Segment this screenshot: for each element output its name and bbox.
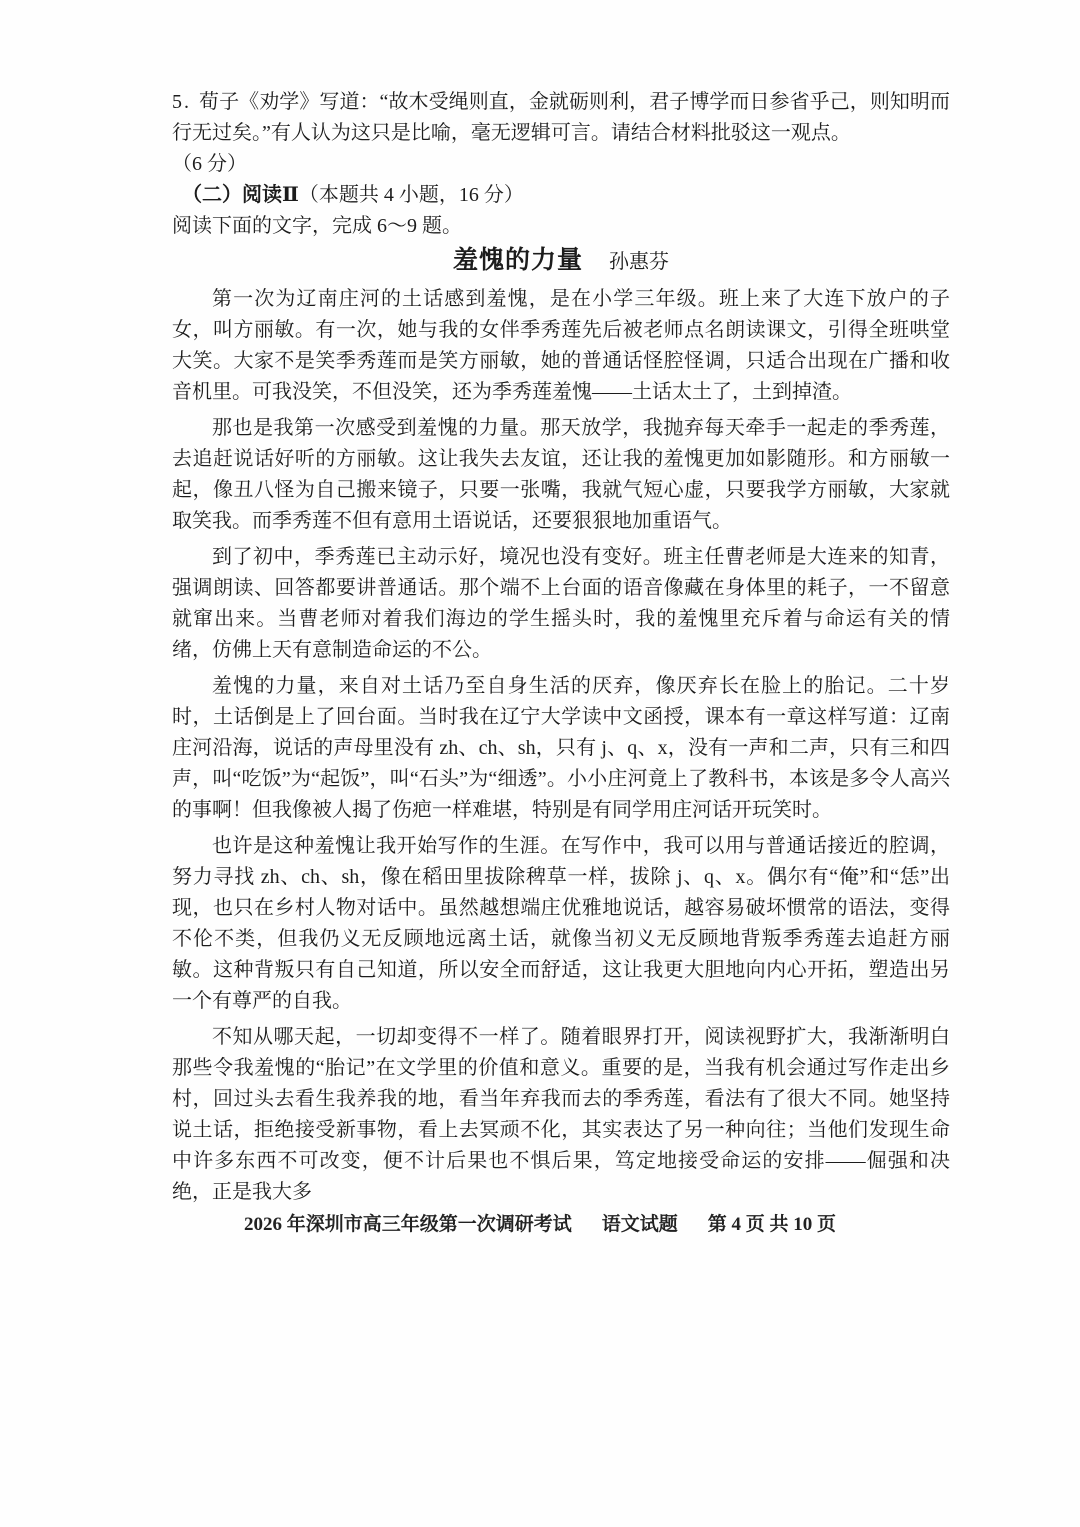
question-5 — [172, 87, 950, 149]
section-heading-title: 阅读Ⅱ — [242, 184, 299, 206]
question-5-number: 5. — [172, 91, 191, 113]
essay-paragraph-4: 羞愧的力量，来自对土话乃至自身生活的厌弃，像厌弃长在脸上的胎记。二十岁时，土话倒是上了回台面。当时我在辽宁大学读中文函授，课本有一章这样写道：辽南庄河沿海，说话的声母里没有 zh、ch、sh，只有 j、q、x，没有一声和二声，只有三和四声，叫“吃饭”为“起饭”，叫“石头”为“细透”。小小庄河竟上了教科书，本该是多令人高兴的事啊！但我像被人揭了伤疤一样难堪，特别是有同学用庄河话开玩笑时。 — [172, 675, 950, 821]
essay-paragraph-2: 那也是我第一次感受到羞愧的力量。那天放学，我抛弃每天牵手一起走的季秀莲，去追赶说话好听的方丽敏。这让我失去友谊，还让我的羞愧更加如影随形。和方丽敏一起，像丑八怪为自己搬来镜子，只要一张嘴，我就气短心虚，只要我学方丽敏，大家就取笑我。而季秀莲不但有意用土语说话，还要狠狠地加重语气。 — [172, 417, 950, 532]
essay-title: 羞愧的力量 — [452, 247, 583, 274]
section-heading-detail: （本题共 4 小题，16 分） — [298, 184, 524, 206]
question-5-text: 荀子《劝学》写道：“故木受绳则直，金就砺则利，君子博学而日参省乎己，则知明而行无过矣。”有人认为这只是比喻，毫无逻辑可言。请结合材料批驳这一观点。 — [172, 91, 950, 144]
essay-paragraph-3: 到了初中，季秀莲已主动示好，境况也没有变好。班主任曹老师是大连来的知青，强调朗读、回答都要讲普通话。那个端不上台面的语音像藏在身体里的耗子，一不留意就窜出来。当曹老师对着我们海边的学生摇头时，我的羞愧里充斥着与命运有关的情绪，仿佛上天有意制造命运的不公。 — [172, 546, 950, 661]
page-content — [172, 87, 950, 1208]
footer-exam-name: 2026 年深圳市高三年级第一次调研考试 — [243, 1214, 572, 1235]
page-footer — [0, 1212, 1080, 1238]
footer-subject: 语文试题 — [601, 1214, 678, 1235]
essay-author: 孙惠芬 — [609, 251, 669, 273]
essay-paragraph-5: 也许是这种羞愧让我开始写作的生涯。在写作中，我可以用与普通话接近的腔调，努力寻找 zh、ch、sh，像在稻田里拔除稗草一样，拔除 j、q、x。偶尔有“俺”和“恁”出现，也只在乡村人物对话中。虽然越想端庄优雅地说话，越容易破坏惯常的语法，变得不伦不类，但我仍义无反顾地远离土话，就像当初义无反顾地背叛季秀莲去追赶方丽敏。这种背叛只有自己知道，所以安全而舒适，这让我更大胆地向内心开拓，塑造出另一个有尊严的自我。 — [172, 835, 950, 1012]
section-instruction: 阅读下面的文字，完成 6～9 题。 — [172, 215, 462, 237]
footer-page-number: 第 4 页 共 10 页 — [707, 1214, 837, 1235]
essay-title-line — [172, 242, 950, 281]
section-heading-prefix: （二） — [182, 184, 242, 206]
essay-paragraph-1: 第一次为辽南庄河的土话感到羞愧，是在小学三年级。班上来了大连下放户的子女，叫方丽敏。有一次，她与我的女伴季秀莲先后被老师点名朗读课文，引得全班哄堂大笑。大家不是笑季秀莲而是笑方丽敏，她的普通话怪腔怪调，只适合出现在广播和收音机里。可我没笑，不但没笑，还为季秀莲羞愧——土话太土了，土到掉渣。 — [172, 288, 950, 403]
question-5-score: （6 分） — [172, 153, 247, 175]
essay-paragraph-6: 不知从哪天起，一切却变得不一样了。随着眼界打开，阅读视野扩大，我渐渐明白那些令我羞愧的“胎记”在文学里的价值和意义。重要的是，当我有机会通过写作走出乡村，回过头去看生我养我的地，看当年弃我而去的季秀莲，看法有了很大不同。她坚持说土话，拒绝接受新事物，看上去冥顽不化，其实表达了另一种向往；当他们发现生命中许多东西不可改变，便不计后果也不惧后果，笃定地接受命运的安排——倔强和决绝，正是我大多 — [172, 1026, 950, 1203]
section-heading — [172, 180, 950, 211]
